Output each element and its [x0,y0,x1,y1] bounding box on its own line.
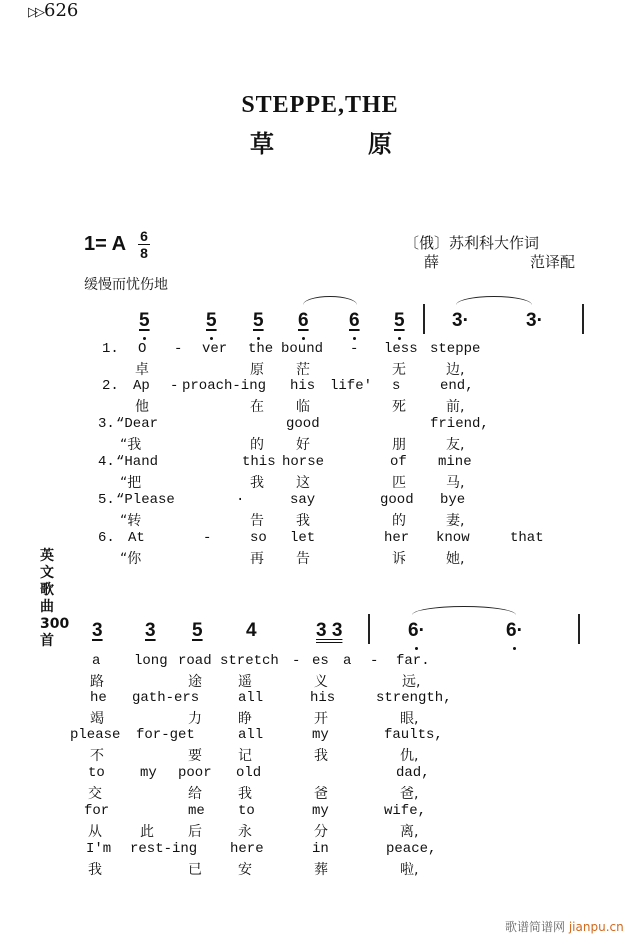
lyric-syllable: good [380,492,414,508]
lyric-syllable: he [90,690,107,706]
barline [582,304,584,334]
note: 5 [253,310,264,331]
lyric-syllable: this [242,454,276,470]
lyric-syllable: so [250,530,267,546]
lyric-zh: 已 [188,862,202,878]
time-sig-top: 6 [140,228,148,244]
lyric-syllable: his [290,378,316,394]
lyric-zh: 卓 [135,362,149,378]
note: 6 [349,310,360,331]
page-number-text: 626 [44,0,79,21]
lyric-zh: 死 [392,399,406,415]
lyric-syllable: stretch [220,653,279,669]
lyric-zh: 交 [88,786,102,802]
slur [303,296,357,305]
lyric-syllable: ver [202,341,228,357]
note: 3 [145,620,156,641]
lyric-syllable: es [312,653,329,669]
lyric-zh: 前, [446,399,465,415]
lyric-syllable: strength, [376,690,452,706]
lyric-syllable: to [238,803,255,819]
song-title-chinese-2: 原 [368,129,392,158]
lyric-syllable: know [436,530,470,546]
lyric-zh: 的 [250,437,264,453]
translator-credit-1: 薛 [424,253,440,271]
lyric-zh: 她, [446,551,465,567]
lyric-syllable: a [92,653,101,669]
lyric-syllable: - [174,341,183,357]
note: 5 [206,310,217,331]
lyric-zh: 我 [296,513,310,529]
lyric-syllable: less [384,341,418,357]
verse-number: 6. [98,530,115,546]
lyric-syllable: poor [178,765,212,781]
lyric-syllable: - [292,653,301,669]
lyric-zh: 后 [188,824,202,840]
lyric-syllable: friend, [430,416,489,432]
lyric-syllable: dad, [396,765,430,781]
lyric-zh: 我 [250,475,264,491]
note: 4 [246,620,257,641]
lyric-syllable: her [384,530,410,546]
lyric-syllable: peace, [386,841,437,857]
lyric-syllable: all [238,727,264,743]
barline [368,614,370,644]
lyric-zh: 好 [296,437,310,453]
lyric-zh: “我 [120,437,142,453]
lyric-syllable: bound [281,341,324,357]
time-sig-bottom: 8 [140,245,148,261]
lyric-zh: 啦, [400,862,419,878]
barline [578,614,580,644]
watermark [505,918,624,935]
lyric-zh: 不 [90,748,104,764]
lyricist-credit: 〔俄〕苏利科大作词 [404,234,540,252]
verse-number: 2. [102,378,119,394]
time-signature [138,229,150,260]
lyric-zh: 安 [238,862,252,878]
lyric-zh: 诉 [392,551,406,567]
lyric-syllable: the [248,341,274,357]
lyric-zh: 途 [188,674,202,690]
lyric-syllable: good [286,416,320,432]
lyric-zh: 我 [238,786,252,802]
lyric-zh: 竭 [90,711,104,727]
lyric-zh: 无 [392,362,406,378]
lyric-zh: 我 [88,862,102,878]
lyric-zh: 开 [314,711,328,727]
lyric-zh: 他 [135,399,149,415]
lyric-syllable: mine [438,454,472,470]
lyric-zh: 路 [90,674,104,690]
lyric-syllable: my [312,727,329,743]
note: 6· [408,620,425,641]
lyric-zh: 睁 [238,711,252,727]
verse-number: 1. [102,341,119,357]
lyric-zh: 马, [446,475,465,491]
lyric-zh: 遥 [238,674,252,690]
lyric-syllable: let [290,530,316,546]
lyric-zh: 爸, [400,786,419,802]
lyric-syllable: a [343,653,352,669]
lyric-syllable: my [140,765,157,781]
double-play-arrow-icon: ▷▷ [28,5,42,20]
lyric-syllable: that [510,530,544,546]
lyric-syllable: - [350,341,359,357]
lyric-zh: 此 [140,824,154,840]
lyric-zh: 这 [296,475,310,491]
note: 5 [394,310,405,331]
lyric-zh: 力 [188,711,202,727]
tempo-marking: 缓慢而忧伤地 [84,277,168,293]
lyric-syllable: wife, [384,803,427,819]
verse-number: 3. [98,416,115,432]
lyric-syllable: far. [396,653,430,669]
lyric-zh: 义 [314,674,328,690]
lyric-zh: 离, [400,824,419,840]
lyric-zh: “你 [120,551,142,567]
lyric-syllable: · [236,492,245,508]
lyric-syllable: Ap [133,378,150,394]
lyric-zh: 要 [188,748,202,764]
song-title-english: STEPPE,THE [241,92,399,118]
lyric-zh: “转 [120,513,142,529]
note: 5 [192,620,203,641]
verse-number: 4. [98,454,115,470]
lyric-syllable: for-get [136,727,195,743]
lyric-zh: 原 [250,362,264,378]
note: 3 3 [316,620,343,641]
lyric-syllable: all [238,690,264,706]
book-title-vertical: 英文歌曲300首 [40,548,70,649]
lyric-zh: 远, [402,674,421,690]
lyric-syllable: - [370,653,379,669]
verse-number: 5. [98,492,115,508]
lyric-syllable: s [392,378,401,394]
lyric-zh: 眼, [400,711,419,727]
slur [456,296,532,305]
lyric-zh: 朋 [392,437,406,453]
lyric-zh: 仇, [400,748,419,764]
lyric-syllable: steppe [430,341,481,357]
lyric-zh: “把 [120,475,142,491]
lyric-zh: 永 [238,824,252,840]
lyric-syllable: here [230,841,264,857]
lyric-zh: 给 [188,786,202,802]
page-number [28,0,78,21]
lyric-syllable: in [312,841,329,857]
barline [423,304,425,334]
lyric-syllable: “Dear [116,416,159,432]
lyric-syllable: old [236,765,262,781]
watermark-url: jianpu.cn [568,920,624,934]
song-title-chinese-1: 草 [250,129,274,158]
lyric-zh: 边, [446,362,465,378]
lyric-zh: 妻, [446,513,465,529]
lyric-syllable: At [128,530,145,546]
lyric-zh: 再 [250,551,264,567]
lyric-zh: 友, [446,437,465,453]
lyric-syllable: say [290,492,316,508]
translator-credit-2: 范译配 [530,253,576,271]
note: 3 [92,620,103,641]
lyric-syllable: please [70,727,121,743]
lyric-zh: 葬 [314,862,328,878]
note: 6· [506,620,523,641]
lyric-syllable: proach-ing [182,378,267,394]
lyric-syllable: “Hand [116,454,159,470]
lyric-zh: 的 [392,513,406,529]
lyric-zh: 茫 [296,362,310,378]
lyric-syllable: my [312,803,329,819]
note: 3· [526,310,543,331]
note: 5 [139,310,150,331]
lyric-zh: 告 [296,551,310,567]
lyric-syllable: life' [330,378,373,394]
watermark-site-name: 歌谱简谱网 [505,920,566,934]
lyric-syllable: me [188,803,205,819]
lyric-zh: 我 [314,748,328,764]
lyric-zh: 在 [250,399,264,415]
note: 3· [452,310,469,331]
lyric-syllable: long [134,653,168,669]
lyric-zh: 分 [314,824,328,840]
lyric-zh: 从 [88,824,102,840]
lyric-syllable: gath-ers [132,690,200,706]
lyric-zh: 临 [296,399,310,415]
lyric-syllable: his [310,690,336,706]
lyric-zh: 匹 [392,475,406,491]
lyric-zh: 爸 [314,786,328,802]
slur [412,606,516,615]
lyric-syllable: - [170,378,179,394]
lyric-syllable: horse [282,454,325,470]
lyric-syllable: rest-ing [130,841,198,857]
key-signature: 1= A [84,233,127,255]
lyric-syllable: to [88,765,105,781]
lyric-syllable: - [203,530,212,546]
lyric-syllable: “Please [116,492,175,508]
lyric-syllable: O [138,341,147,357]
lyric-syllable: faults, [384,727,443,743]
lyric-syllable: I'm [86,841,112,857]
lyric-syllable: for [84,803,110,819]
lyric-syllable: road [178,653,212,669]
note: 6 [298,310,309,331]
lyric-syllable: end, [440,378,474,394]
lyric-zh: 告 [250,513,264,529]
lyric-zh: 记 [238,748,252,764]
lyric-syllable: of [390,454,407,470]
lyric-syllable: bye [440,492,466,508]
